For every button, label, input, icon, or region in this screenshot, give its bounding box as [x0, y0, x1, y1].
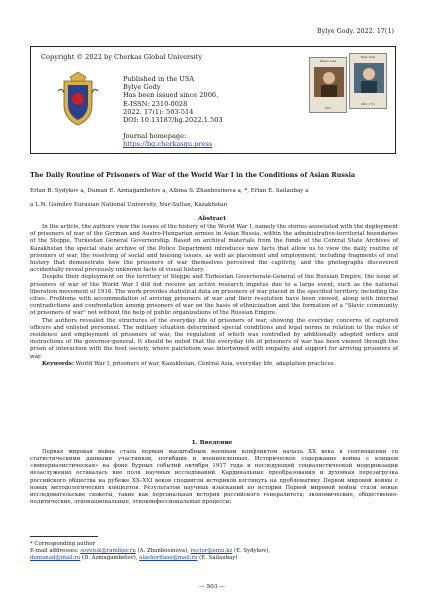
cover-title: Былые годы: [319, 60, 337, 63]
coat-of-arms-emblem: [56, 71, 100, 127]
eissn: E-ISSN: 2310-0028: [123, 99, 188, 108]
abstract-paragraph: The authors revealed the structures of the everyday life of prisoners of war, showing the everyday concerns of captured officers and enlisted personnel. The military situation determined special conditions and legal norms in relation to the rules of residence and employment of prisoners of war, the regulation of which was controlled by additionally adopted orders and instructions of the governor-general. It should be noted that the everyday life of prisoners of war has been viewed through the prism of interaction with the host society, where patriotism was intertwined with empathy and support for arriving prisoners of war.: [30, 317, 398, 360]
journal-cover-image: [349, 53, 387, 109]
cover-portrait-image: [314, 67, 344, 97]
homepage-link[interactable]: https://bg.cherkasgu.press: [123, 140, 213, 149]
email-addresses-continued: [30, 555, 400, 562]
publication-info: [123, 75, 223, 149]
abstract-body: [30, 224, 398, 368]
issue-pages: 2022. 17(1): 503-514: [123, 107, 194, 116]
section-heading: 1. Введение: [191, 439, 233, 446]
copyright-notice: Copyright © 2022 by Cherkas Global University: [41, 53, 203, 61]
journal-header: [30, 46, 396, 154]
email-link[interactable]: sovetuk@rambler.ru: [80, 548, 136, 554]
journal-covers: [309, 53, 389, 119]
doi: DOI: 10.13187/bg.2022.1.503: [123, 116, 223, 125]
author-list: Erlan B. Sydykov a, Duman E. Azmagambetov a, Albina S. Zhanbosinova a, *, Erlan E. Sailaubay a: [30, 188, 309, 194]
abstract-paragraph: In the article, the authors view the issues of the history of the World War I, namely the stories associated with the deployment of prisoners of war of the German and Austro-Hungarian armies in Asian Russia, within the administrative-territorial boundaries of the Steppe, Turkestan General Governorship. Based on archival materials from the funds of the Central State Archives of Kazakhstan the special state archive of the Police Department introduces new facts that allow us to view the daily routine of prisoners of war, the resolving of social and housing issues, as well as placement and employment, including fragments of oral history that demonstrate how the prisoners of war themselves perceived the captivity, and the photographs discovered accidentally reveal previously unknown facts of visual history.: [30, 224, 398, 274]
cover-portrait-image: [354, 63, 384, 93]
issued-since: Has been issued since 2006.: [123, 91, 219, 100]
email-link[interactable]: dumanad@mail.ru: [30, 555, 81, 561]
cover-title: Bylye Gody: [360, 56, 376, 59]
publisher-line: Published in the USA: [123, 75, 195, 83]
email-owner: (E. Sydykov),: [232, 548, 271, 554]
email-prefix: E-mail addresses:: [30, 548, 81, 554]
author-affiliation: a L.N. Gumilev Eurasian National University, Nur-Sultan, Kazakhstan: [30, 202, 228, 208]
abstract-heading: Abstract: [198, 215, 226, 222]
homepage-label: Journal homepage:: [123, 132, 187, 141]
keywords-text: World War I, prisoners of war, Kazakhstan, Central Asia, everyday life, adaptation practices.: [75, 360, 336, 367]
journal-cover-image: [309, 57, 347, 113]
email-addresses: [30, 548, 400, 555]
running-head: Bylye Gody. 2022. 17(1): [317, 28, 394, 35]
email-link[interactable]: rector@emu.kz: [190, 548, 233, 554]
cover-year: 2021: [324, 107, 332, 110]
article-title: The Daily Routine of Prisoners of War of the World War I in the Conditions of Asian Russia: [30, 171, 356, 179]
email-owner: (E. Sailaubay): [197, 555, 238, 561]
page-number: — 503 —: [198, 584, 226, 590]
footnotes: [30, 541, 400, 562]
cover-year: 2022. 17(1): [360, 103, 376, 106]
corresponding-author-note: * Corresponding author: [30, 541, 96, 547]
keywords-line: [30, 361, 398, 368]
journal-name: Bylye Gody: [123, 83, 161, 92]
intro-paragraph: Первая мировая война стала первым масштабным военным конфликтом начала XX века в соотношении со статистическими данными участников, погибших и военнопленных. Историческое содержание войны с клишем «империалистическая» на фоне бурных событий октября 1917 года и последующей социалистической модернизации незаслуженно оставалась вне поля научных исследований. Кардинальные преобразования и духовная перезагрузка российского общества на рубеже XX–XXI веков сподвигли историков взглянуть на проблематику Первой мировой войны с новых методологических концептов. Результатом научных изысканий по истории Первой мировой войны стали новые исследовательские сюжеты, такие как персональная история российского генералитета; экономические, общественно-политические, этнонациональные, этноконфессиональные процессы;: [30, 449, 398, 506]
email-link[interactable]: alashordaoo@mail.ru: [139, 555, 198, 561]
footnote-divider: [30, 536, 98, 537]
email-owner: (A. Zhanbosinova),: [135, 548, 191, 554]
abstract-paragraph: Despite their deployment on the territory of Steppe and Turkestan Governorate-General of the Russian Empire, the issue of prisoners of war of the World War I did not receive an active research impetus due to a large event, such as the national liberation movement of 1916. The work provides statistical data on prisoners of war placed in the specified territory, including the cities. Problems with accommodation of arriving prisoners of war and their resolution have been viewed, along with internal contradictions and confrontation among prisoners of war on the basis of ethnicization and the formation of a "Slavic community of prisoners of war" not without the help of public organizations of the Russian Empire.: [30, 274, 398, 317]
email-owner: (D. Azmagambetov),: [80, 555, 140, 561]
keywords-label: Keywords:: [42, 360, 74, 367]
introduction-body: [30, 449, 398, 506]
